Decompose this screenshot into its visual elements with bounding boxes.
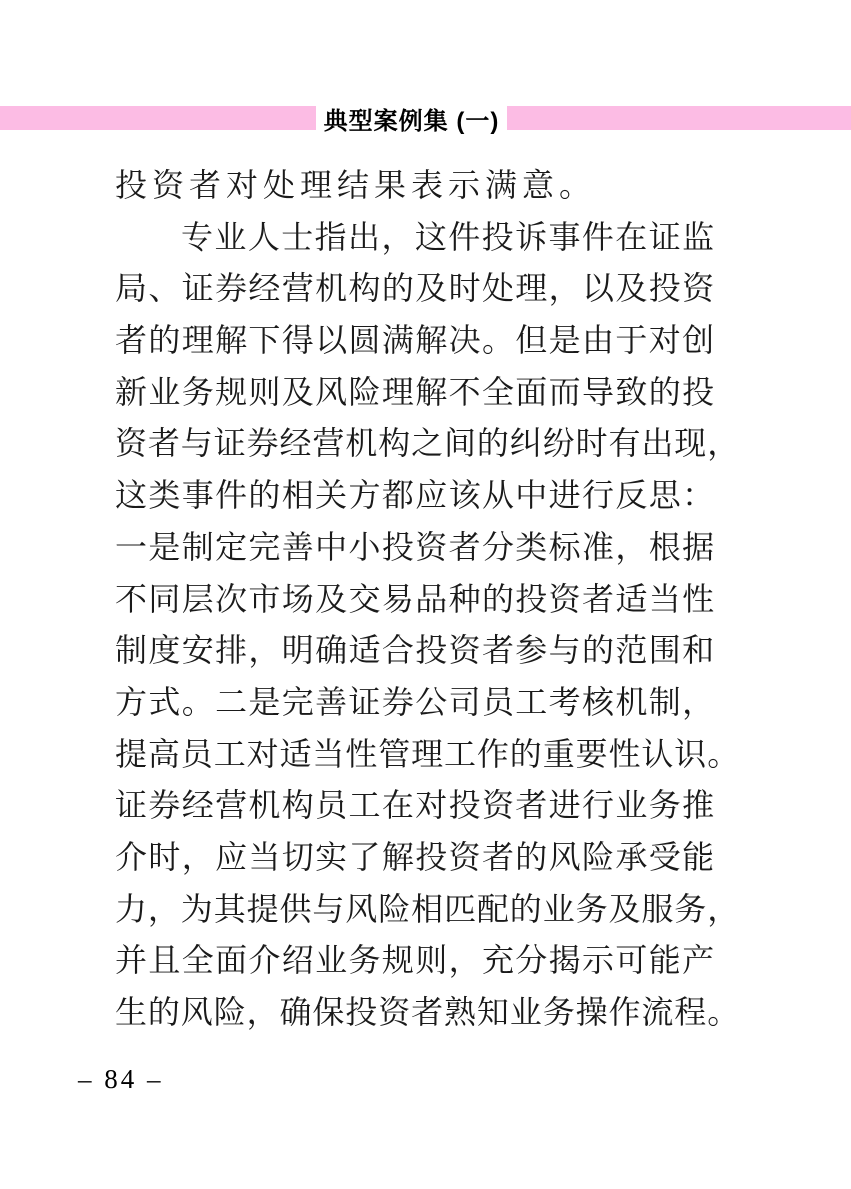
- running-head-title: 典型案例集 (一): [323, 108, 500, 135]
- body-text-line: 力，为其提供与风险相匹配的业务及服务，: [115, 890, 741, 927]
- body-text-line: 这类事件的相关方都应该从中进行反思：: [115, 477, 715, 514]
- body-text-line: 方式。二是完善证券公司员工考核机制，: [115, 683, 715, 720]
- body-text-line: 投资者对处理结果表示满意。: [115, 167, 597, 203]
- running-head: [0, 106, 851, 135]
- header-bar-right: [507, 106, 851, 130]
- body-text-block: [115, 160, 741, 1039]
- body-text-line: 专业人士指出，这件投诉事件在证监: [181, 218, 715, 255]
- body-text-line: 一是制定完善中小投资者分类标准，根据: [115, 528, 715, 565]
- body-text-line: 局、证券经营机构的及时处理，以及投资: [115, 270, 715, 307]
- body-text-line: 介时，应当切实了解投资者的风险承受能: [115, 838, 715, 875]
- body-text-line: 并且全面介绍业务规则，充分揭示可能产: [115, 942, 715, 979]
- body-text-line: 生的风险，确保投资者熟知业务操作流程。: [115, 994, 741, 1030]
- body-text-line: 制度安排，明确适合投资者参与的范围和: [115, 632, 715, 669]
- body-text-line: 资者与证券经营机构之间的纠纷时有出现，: [115, 425, 741, 462]
- body-text-line: 提高员工对适当性管理工作的重要性认识。: [115, 735, 741, 772]
- body-text-line: 证券经营机构员工在对投资者进行业务推: [115, 787, 715, 824]
- header-bar-left: [0, 106, 316, 130]
- body-text-line: 新业务规则及风险理解不全面而导致的投: [115, 373, 715, 410]
- body-text-line: 者的理解下得以圆满解决。但是由于对创: [115, 322, 715, 359]
- page-number: – 84 –: [78, 1064, 164, 1094]
- body-text-line: 不同层次市场及交易品种的投资者适当性: [115, 580, 715, 617]
